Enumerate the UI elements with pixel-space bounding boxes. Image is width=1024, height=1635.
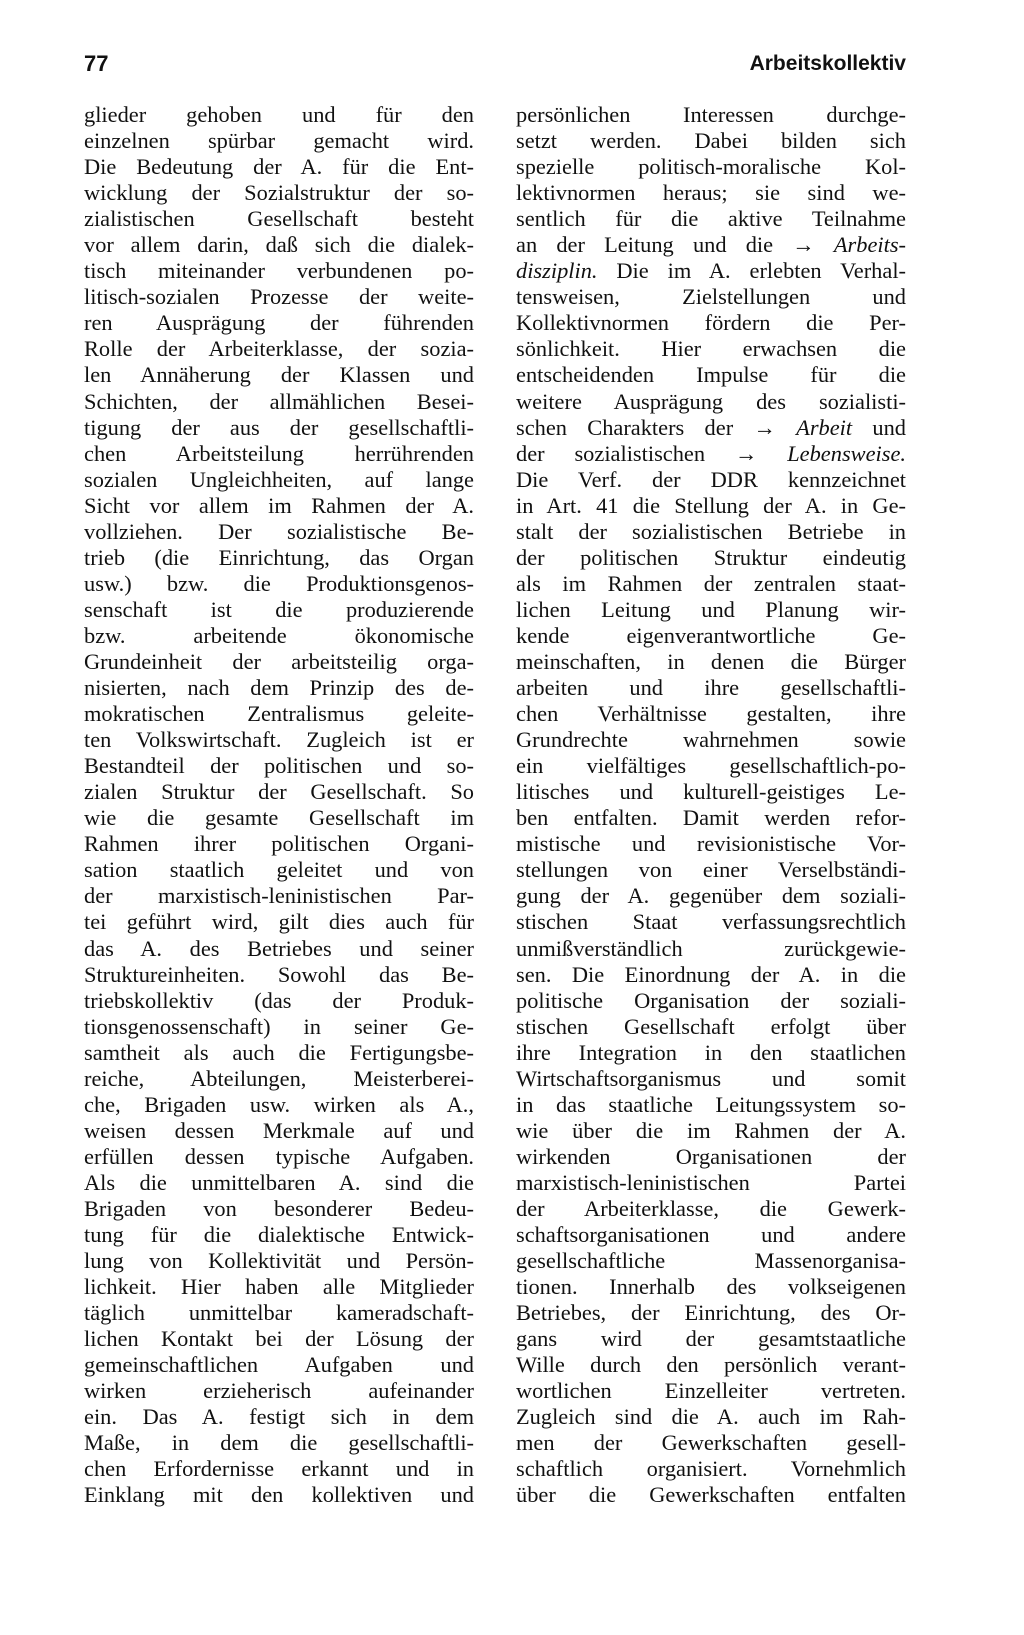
text-line: tung für die dialektische Entwick- [84,1222,474,1248]
text-segment: als im Rahmen der zentralen staat- [516,570,906,596]
text-segment: Die im A. erlebten Verhal- [597,258,906,284]
text-line [516,831,906,857]
text-line [516,883,906,909]
text-line [516,1482,906,1508]
text-segment: sen. Die Einordnung der A. in die [516,961,906,987]
text-line: Sicht vor allem im Rahmen der A. [84,492,474,518]
text-column-left [84,102,474,1509]
text-segment: wirkenden Organisationen der [516,1143,906,1169]
text-segment: tionen. Innerhalb des volkseigenen [516,1274,906,1300]
text-line [516,675,906,701]
text-segment: an der Leitung und die → [516,232,834,258]
text-line: der marxistisch-leninistischen Par- [84,883,474,909]
text-line [516,701,906,727]
text-line [516,1066,906,1092]
text-segment: ihre Integration in den staatlichen [516,1039,906,1065]
text-line [516,1300,906,1326]
text-segment: Betriebes, der Einrichtung, des Or- [516,1300,906,1326]
text-line: samtheit als auch die Fertigungsbe- [84,1039,474,1065]
text-line: Die Bedeutung der A. für die Ent- [84,154,474,180]
text-line [516,206,906,232]
text-segment: Kollektivnormen fördern die Per- [516,310,906,336]
text-segment: ben entfalten. Damit werden refor- [516,805,906,831]
text-segment: kende eigenverantwortliche Ge- [516,622,906,648]
text-line: tigung der aus der gesellschaftli- [84,414,474,440]
text-line [516,1378,906,1404]
text-line: bzw. arbeitende ökonomische [84,622,474,648]
text-segment: schaftsorganisationen und andere [516,1222,906,1248]
text-line [516,519,906,545]
text-segment: stalt der sozialistischen Betriebe in [516,518,906,544]
text-line [516,493,906,519]
text-segment: setzt werden. Dabei bilden sich [516,128,906,154]
text-line: lung von Kollektivität und Persön- [84,1248,474,1274]
text-line: triebskollektiv (das der Produk- [84,987,474,1013]
text-segment: sönlichkeit. Hier erwachsen die [516,336,906,362]
text-line [516,310,906,336]
cross-reference: Arbeit [796,414,853,440]
text-line [516,1144,906,1170]
text-line: Rolle der Arbeiterklasse, der sozia- [84,336,474,362]
text-line [516,1040,906,1066]
text-segment: gung der A. gegenüber dem soziali- [516,883,906,909]
text-line: ten Volkswirtschaft. Zugleich ist er [84,727,474,753]
text-line: sozialen Ungleichheiten, auf lange [84,466,474,492]
text-line [516,727,906,753]
text-segment: tensweisen, Zielstellungen und [516,284,906,310]
text-line [516,753,906,779]
text-segment: persönlichen Interessen durchge- [516,102,906,127]
text-segment: schaftlich organisiert. Vornehmlich [516,1456,906,1482]
text-segment: sentlich für die aktive Teilnahme [516,206,906,232]
text-segment: stischen Staat verfassungsrechtlich [516,909,906,935]
text-line [516,1118,906,1144]
cross-reference: disziplin. [516,258,598,284]
text-segment: spezielle politisch-moralische Kol- [516,154,906,180]
text-line: zialistischen Gesellschaft besteht [84,206,474,232]
text-segment: stellungen von einer Verselbständi- [516,857,906,883]
text-line: vollziehen. Der sozialistische Be- [84,518,474,544]
text-line [516,857,906,883]
text-line [516,336,906,362]
text-line: Maße, in dem die gesellschaftli- [84,1430,474,1456]
text-line [516,597,906,623]
text-line [516,988,906,1014]
text-segment: der politischen Struktur eindeutig [516,544,906,570]
text-line: tionsgenossenschaft) in seiner Ge- [84,1013,474,1039]
text-line: len Annäherung der Klassen und [84,362,474,388]
text-line [516,1430,906,1456]
text-line: lichkeit. Hier haben alle Mitglieder [84,1274,474,1300]
text-line [516,1196,906,1222]
text-line: usw.) bzw. die Produktionsgenos- [84,570,474,596]
text-line [516,649,906,675]
text-line [516,441,906,467]
text-line [516,909,906,935]
text-line: täglich unmittelbar kameradschaft- [84,1300,474,1326]
text-line [516,1456,906,1482]
text-segment: weitere Ausprägung des sozialisti- [516,388,906,414]
text-segment: wortlichen Einzelleiter vertreten. [516,1378,906,1404]
text-line: chen Arbeitsteilung herrührenden [84,440,474,466]
text-segment: ein vielfältiges gesellschaftlich-po- [516,753,906,779]
text-segment: gans wird der gesamtstaatliche [516,1326,906,1352]
text-line: wie die gesamte Gesellschaft im [84,805,474,831]
text-line: gemeinschaftlichen Aufgaben und [84,1352,474,1378]
text-line: chen Erfordernisse erkannt und in [84,1456,474,1482]
text-line [516,1170,906,1196]
text-line: nisierten, nach dem Prinzip des de- [84,675,474,701]
text-segment: arbeiten und ihre gesellschaftli- [516,675,906,701]
text-line: Rahmen ihrer politischen Organi- [84,831,474,857]
text-segment: entscheidenden Impulse für die [516,362,906,388]
text-line [516,467,906,493]
text-line [516,389,906,415]
text-line [516,415,906,441]
text-segment: meinschaften, in denen die Bürger [516,648,906,674]
text-line: trieb (die Einrichtung, das Organ [84,544,474,570]
text-segment: Wille durch den persönlich verant- [516,1352,906,1378]
text-column-right [516,102,906,1509]
text-segment: lichen Leitung und Planung wir- [516,596,906,622]
text-line: che, Brigaden usw. wirken als A., [84,1091,474,1117]
text-line [516,232,906,258]
text-segment: litisches und kulturell-geistiges Le- [516,779,906,805]
text-segment: mistische und revisionistische Vor- [516,831,906,857]
text-segment: schen Charakters der → [516,414,797,440]
text-line: glieder gehoben und für den [84,102,474,127]
text-line: litisch-sozialen Prozesse der weite- [84,284,474,310]
text-line [516,128,906,154]
text-segment: in Art. 41 die Stellung der A. in Ge- [516,492,906,518]
text-segment: der Arbeiterklasse, die Gewerk- [516,1195,906,1221]
text-segment: und [852,414,906,440]
text-segment: chen Verhältnisse gestalten, ihre [516,701,906,727]
text-line [516,1248,906,1274]
text-segment: Grundrechte wahrnehmen sowie [516,727,906,753]
text-segment: lektivnormen heraus; sie sind we- [516,180,906,206]
text-line [516,154,906,180]
text-line: das A. des Betriebes und seiner [84,935,474,961]
running-head: Arbeitskollektiv [749,52,906,75]
text-line [516,258,906,284]
text-segment: Zugleich sind die A. auch im Rah- [516,1404,906,1430]
text-line [516,623,906,649]
text-line: reiche, Abteilungen, Meisterberei- [84,1065,474,1091]
text-line [516,779,906,805]
text-line: weisen dessen Merkmale auf und [84,1117,474,1143]
text-line: tisch miteinander verbundenen po- [84,258,474,284]
text-line: vor allem darin, daß sich die dialek- [84,232,474,258]
text-line: Schichten, der allmählichen Besei- [84,388,474,414]
text-line: Als die unmittelbaren A. sind die [84,1169,474,1195]
text-line [516,1222,906,1248]
text-line [516,1326,906,1352]
text-segment: Die Verf. der DDR kennzeichnet [516,466,906,492]
text-segment: Wirtschaftsorganismus und somit [516,1065,906,1091]
text-line: Grundeinheit der arbeitsteilig orga- [84,648,474,674]
text-segment: stischen Gesellschaft erfolgt über [516,1013,906,1039]
text-line [516,936,906,962]
text-segment: marxistisch-leninistischen Partei [516,1169,906,1195]
text-segment: wie über die im Rahmen der A. [516,1117,906,1143]
text-segment: men der Gewerkschaften gesell- [516,1430,906,1456]
text-line: Brigaden von besonderer Bedeu- [84,1195,474,1221]
text-line [516,1352,906,1378]
text-line: Einklang mit den kollektiven und [84,1482,474,1508]
text-line: ein. Das A. festigt sich in dem [84,1404,474,1430]
text-segment: unmißverständlich zurückgewie- [516,935,906,961]
text-line [516,805,906,831]
text-line: wirken erzieherisch aufeinander [84,1378,474,1404]
text-line: wicklung der Sozialstruktur der so- [84,180,474,206]
page-number: 77 [84,51,109,76]
text-segment: über die Gewerkschaften entfalten [516,1482,906,1508]
text-line: erfüllen dessen typische Aufgaben. [84,1143,474,1169]
text-line: mokratischen Zentralismus geleite- [84,701,474,727]
text-line [516,1014,906,1040]
text-line: sation staatlich geleitet und von [84,857,474,883]
text-segment: gesellschaftliche Massenorganisa- [516,1248,906,1274]
cross-reference: Lebensweise. [787,440,906,466]
text-line [516,362,906,388]
text-line [516,1092,906,1118]
text-line: Struktureinheiten. Sowohl das Be- [84,961,474,987]
text-line: tei geführt wird, gilt dies auch für [84,909,474,935]
cross-reference: Arbeits- [833,232,906,258]
text-line [516,1274,906,1300]
text-line: Bestandteil der politischen und so- [84,753,474,779]
text-line [516,1404,906,1430]
text-segment: in das staatliche Leitungssystem so- [516,1091,906,1117]
text-line [516,545,906,571]
text-line: zialen Struktur der Gesellschaft. So [84,779,474,805]
text-line [516,284,906,310]
text-line: senschaft ist die produzierende [84,596,474,622]
text-line [516,180,906,206]
text-line: einzelnen spürbar gemacht wird. [84,128,474,154]
text-line [516,962,906,988]
page-header [84,50,906,86]
text-line: lichen Kontakt bei der Lösung der [84,1326,474,1352]
text-segment: der sozialistischen → [516,440,788,466]
text-segment: politische Organisation der soziali- [516,987,906,1013]
text-line [516,102,906,128]
text-line [516,571,906,597]
text-line: ren Ausprägung der führenden [84,310,474,336]
